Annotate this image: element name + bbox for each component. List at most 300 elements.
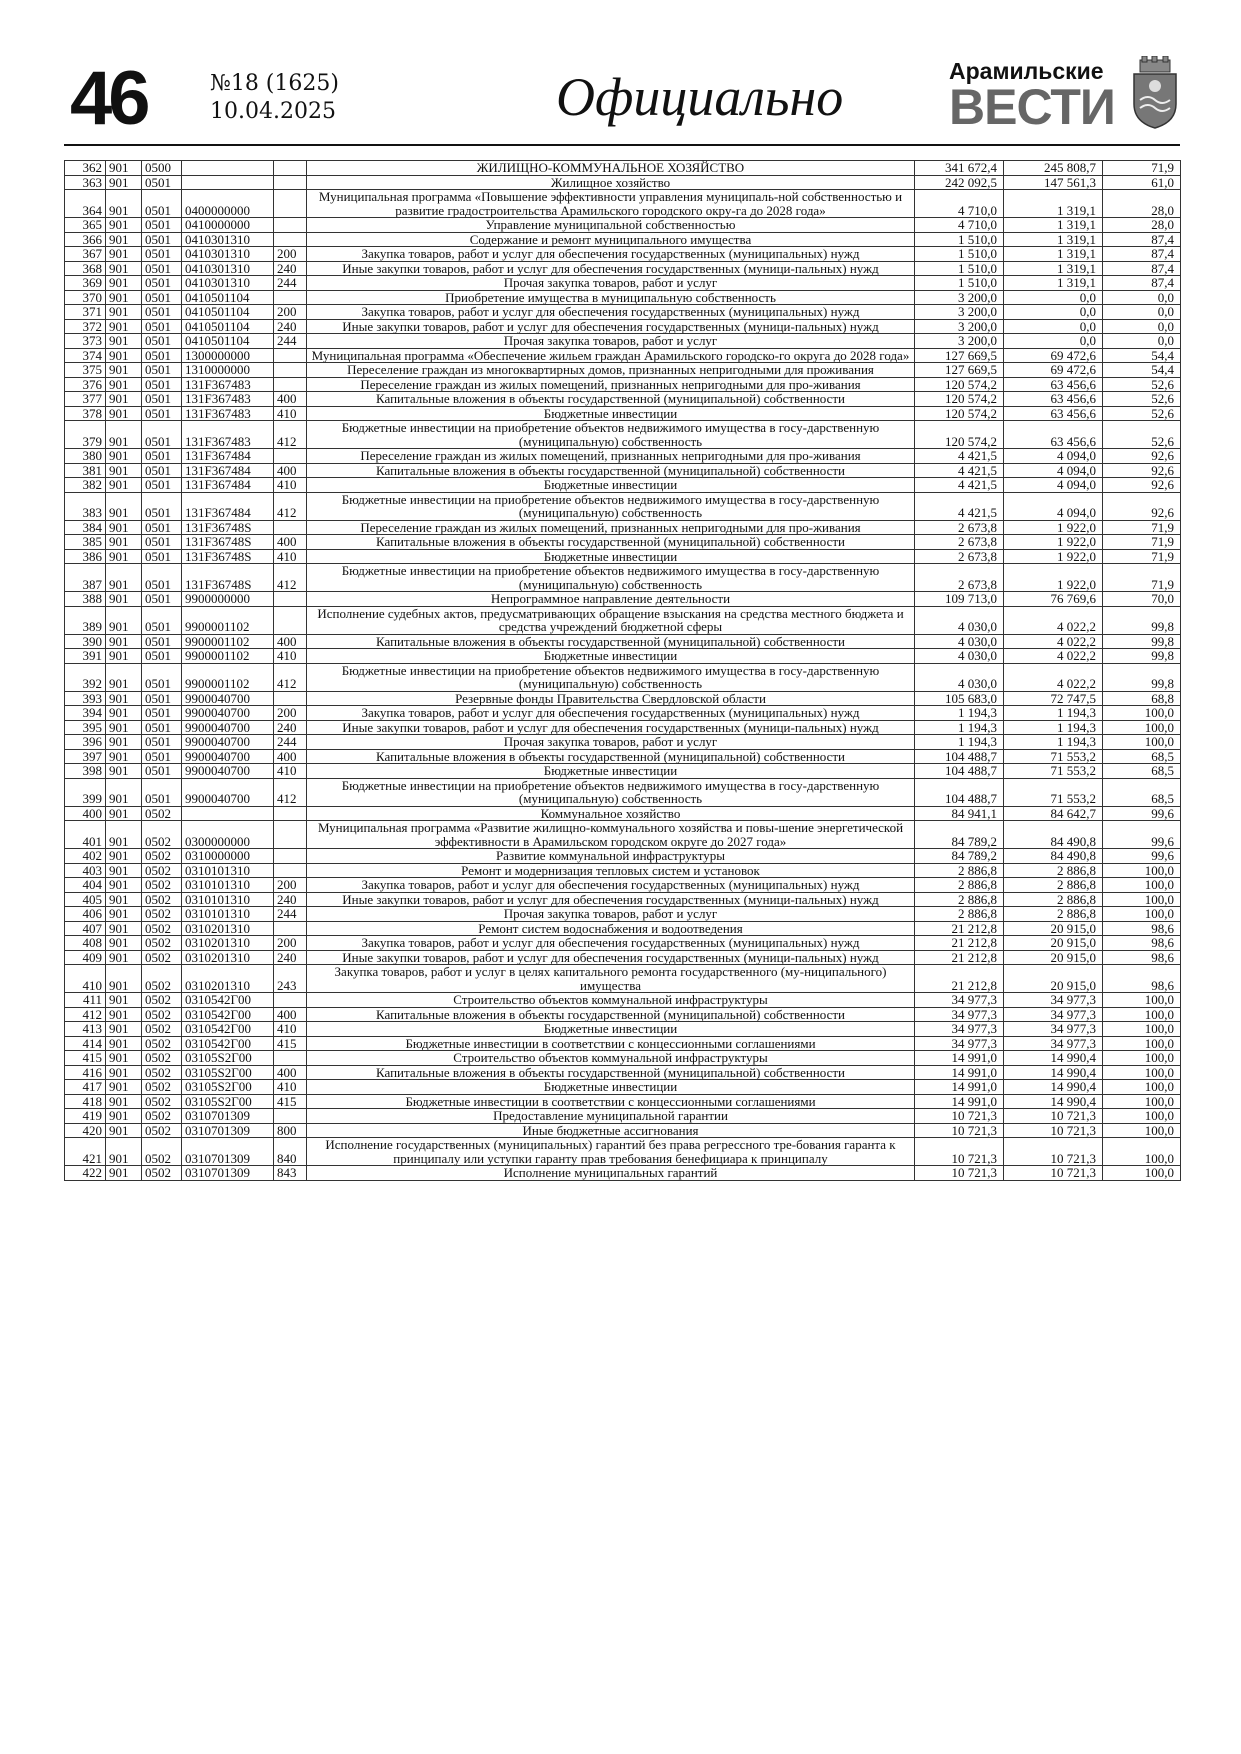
expense-type-cell (274, 348, 307, 363)
department-code-cell: 901 (106, 478, 142, 493)
section-code-cell: 0501 (142, 449, 182, 464)
item-name-cell: Закупка товаров, работ и услуг для обеспечения государственных (муниципальных) нужд (307, 706, 915, 721)
percent-cell: 87,4 (1103, 261, 1181, 276)
section-code-cell: 0502 (142, 1065, 182, 1080)
item-name-cell: Прочая закупка товаров, работ и услуг (307, 276, 915, 291)
table-row (65, 478, 1181, 493)
table-row (65, 190, 1181, 218)
department-code-cell: 901 (106, 1123, 142, 1138)
expense-type-cell: 200 (274, 878, 307, 893)
planned-amount-cell: 4 030,0 (915, 606, 1004, 634)
planned-amount-cell: 34 977,3 (915, 1022, 1004, 1037)
section-code-cell: 0501 (142, 478, 182, 493)
planned-amount-cell: 4 421,5 (915, 463, 1004, 478)
planned-amount-cell: 10 721,3 (915, 1166, 1004, 1181)
executed-amount-cell: 1 319,1 (1004, 232, 1103, 247)
planned-amount-cell: 34 977,3 (915, 993, 1004, 1008)
executed-amount-cell: 4 022,2 (1004, 606, 1103, 634)
expense-type-cell: 412 (274, 564, 307, 592)
executed-amount-cell: 1 922,0 (1004, 535, 1103, 550)
planned-amount-cell: 2 886,8 (915, 907, 1004, 922)
expense-type-cell: 412 (274, 492, 307, 520)
planned-amount-cell: 4 710,0 (915, 218, 1004, 233)
department-code-cell: 901 (106, 691, 142, 706)
section-code-cell: 0501 (142, 232, 182, 247)
executed-amount-cell: 1 194,3 (1004, 720, 1103, 735)
percent-cell: 52,6 (1103, 377, 1181, 392)
section-code-cell: 0502 (142, 993, 182, 1008)
executed-amount-cell: 34 977,3 (1004, 1007, 1103, 1022)
planned-amount-cell: 21 212,8 (915, 965, 1004, 993)
planned-amount-cell: 2 886,8 (915, 863, 1004, 878)
executed-amount-cell: 4 022,2 (1004, 634, 1103, 649)
executed-amount-cell: 84 642,7 (1004, 806, 1103, 821)
table-row (65, 406, 1181, 421)
item-name-cell: Иные закупки товаров, работ и услуг для обеспечения государственных (муници-пальных) нужд (307, 319, 915, 334)
table-row (65, 276, 1181, 291)
table-row (65, 778, 1181, 806)
executed-amount-cell: 1 319,1 (1004, 247, 1103, 262)
executed-amount-cell: 10 721,3 (1004, 1166, 1103, 1181)
table-row (65, 1123, 1181, 1138)
row-number-cell: 419 (65, 1109, 106, 1124)
department-code-cell: 901 (106, 663, 142, 691)
planned-amount-cell: 3 200,0 (915, 334, 1004, 349)
table-row (65, 1094, 1181, 1109)
target-article-cell: 9900040700 (182, 764, 274, 779)
item-name-cell: Закупка товаров, работ и услуг в целях капитального ремонта государственного (му-ниципального) имущества (307, 965, 915, 993)
percent-cell: 100,0 (1103, 1022, 1181, 1037)
section-title: Официально (556, 67, 844, 127)
planned-amount-cell: 1 510,0 (915, 261, 1004, 276)
table-row (65, 907, 1181, 922)
executed-amount-cell: 14 990,4 (1004, 1094, 1103, 1109)
department-code-cell: 901 (106, 449, 142, 464)
row-number-cell: 382 (65, 478, 106, 493)
percent-cell: 54,4 (1103, 348, 1181, 363)
section-code-cell: 0502 (142, 849, 182, 864)
executed-amount-cell: 20 915,0 (1004, 936, 1103, 951)
section-code-cell: 0502 (142, 1007, 182, 1022)
planned-amount-cell: 10 721,3 (915, 1109, 1004, 1124)
department-code-cell: 901 (106, 247, 142, 262)
planned-amount-cell: 4 421,5 (915, 478, 1004, 493)
section-code-cell: 0501 (142, 564, 182, 592)
section-code-cell: 0501 (142, 764, 182, 779)
expense-type-cell: 400 (274, 1007, 307, 1022)
target-article-cell: 131F367484 (182, 449, 274, 464)
item-name-cell: Ремонт систем водоснабжения и водоотведения (307, 921, 915, 936)
percent-cell: 0,0 (1103, 305, 1181, 320)
target-article-cell: 0310000000 (182, 849, 274, 864)
executed-amount-cell: 4 022,2 (1004, 663, 1103, 691)
section-code-cell: 0502 (142, 907, 182, 922)
section-code-cell: 0501 (142, 261, 182, 276)
executed-amount-cell: 84 490,8 (1004, 821, 1103, 849)
budget-table (64, 160, 1181, 1181)
row-number-cell: 414 (65, 1036, 106, 1051)
item-name-cell: Бюджетные инвестиции в соответствии с концессионными соглашениями (307, 1036, 915, 1051)
item-name-cell: Исполнение судебных актов, предусматривающих обращение взыскания на средства местного бюджета и средства учреждений бюджетной сферы (307, 606, 915, 634)
item-name-cell: Бюджетные инвестиции на приобретение объектов недвижимого имущества в госу-дарственную (муниципальную) собственность (307, 564, 915, 592)
section-code-cell: 0501 (142, 463, 182, 478)
item-name-cell: Управление муниципальной собственностью (307, 218, 915, 233)
executed-amount-cell: 84 490,8 (1004, 849, 1103, 864)
item-name-cell: Прочая закупка товаров, работ и услуг (307, 334, 915, 349)
percent-cell: 99,6 (1103, 821, 1181, 849)
executed-amount-cell: 4 094,0 (1004, 478, 1103, 493)
percent-cell: 28,0 (1103, 190, 1181, 218)
executed-amount-cell: 34 977,3 (1004, 1022, 1103, 1037)
department-code-cell: 901 (106, 878, 142, 893)
row-number-cell: 407 (65, 921, 106, 936)
item-name-cell: Капитальные вложения в объекты государственной (муниципальной) собственности (307, 749, 915, 764)
department-code-cell: 901 (106, 706, 142, 721)
row-number-cell: 365 (65, 218, 106, 233)
table-row (65, 1138, 1181, 1166)
expense-type-cell: 410 (274, 1022, 307, 1037)
percent-cell: 99,6 (1103, 806, 1181, 821)
department-code-cell: 901 (106, 1051, 142, 1066)
percent-cell: 68,5 (1103, 749, 1181, 764)
executed-amount-cell: 1 319,1 (1004, 218, 1103, 233)
planned-amount-cell: 105 683,0 (915, 691, 1004, 706)
percent-cell: 71,9 (1103, 161, 1181, 176)
budget-table-body (65, 161, 1181, 1181)
executed-amount-cell: 20 915,0 (1004, 965, 1103, 993)
executed-amount-cell: 63 456,6 (1004, 392, 1103, 407)
planned-amount-cell: 14 991,0 (915, 1080, 1004, 1095)
target-article-cell: 9900040700 (182, 735, 274, 750)
planned-amount-cell: 341 672,4 (915, 161, 1004, 176)
executed-amount-cell: 1 319,1 (1004, 261, 1103, 276)
target-article-cell: 0310201310 (182, 936, 274, 951)
executed-amount-cell: 14 990,4 (1004, 1065, 1103, 1080)
row-number-cell: 402 (65, 849, 106, 864)
executed-amount-cell: 10 721,3 (1004, 1138, 1103, 1166)
percent-cell: 68,8 (1103, 691, 1181, 706)
table-row (65, 463, 1181, 478)
table-row (65, 950, 1181, 965)
expense-type-cell: 400 (274, 749, 307, 764)
planned-amount-cell: 3 200,0 (915, 305, 1004, 320)
department-code-cell: 901 (106, 863, 142, 878)
percent-cell: 87,4 (1103, 232, 1181, 247)
target-article-cell: 03105S2Г00 (182, 1065, 274, 1080)
target-article-cell: 0310701309 (182, 1166, 274, 1181)
percent-cell: 28,0 (1103, 218, 1181, 233)
row-number-cell: 408 (65, 936, 106, 951)
item-name-cell: Развитие коммунальной инфраструктуры (307, 849, 915, 864)
executed-amount-cell: 71 553,2 (1004, 764, 1103, 779)
section-code-cell: 0502 (142, 1051, 182, 1066)
section-code-cell: 0501 (142, 592, 182, 607)
section-code-cell: 0502 (142, 806, 182, 821)
section-code-cell: 0501 (142, 319, 182, 334)
item-name-cell: Бюджетные инвестиции (307, 764, 915, 779)
target-article-cell: 1310000000 (182, 363, 274, 378)
row-number-cell: 398 (65, 764, 106, 779)
section-code-cell: 0501 (142, 190, 182, 218)
table-row (65, 706, 1181, 721)
row-number-cell: 413 (65, 1022, 106, 1037)
target-article-cell (182, 175, 274, 190)
percent-cell: 0,0 (1103, 290, 1181, 305)
department-code-cell: 901 (106, 764, 142, 779)
target-article-cell: 0310201310 (182, 921, 274, 936)
target-article-cell: 0310542Г00 (182, 1007, 274, 1022)
executed-amount-cell: 20 915,0 (1004, 950, 1103, 965)
executed-amount-cell: 14 990,4 (1004, 1051, 1103, 1066)
table-row (65, 821, 1181, 849)
department-code-cell: 901 (106, 276, 142, 291)
section-code-cell: 0501 (142, 348, 182, 363)
item-name-cell: Жилищное хозяйство (307, 175, 915, 190)
table-row (65, 1065, 1181, 1080)
planned-amount-cell: 1 194,3 (915, 706, 1004, 721)
percent-cell: 100,0 (1103, 1094, 1181, 1109)
logo-title-bottom: ВЕСТИ (949, 79, 1115, 135)
row-number-cell: 406 (65, 907, 106, 922)
department-code-cell: 901 (106, 549, 142, 564)
target-article-cell: 131F367483 (182, 392, 274, 407)
item-name-cell: Бюджетные инвестиции (307, 1080, 915, 1095)
department-code-cell: 901 (106, 892, 142, 907)
row-number-cell: 371 (65, 305, 106, 320)
section-code-cell: 0502 (142, 1123, 182, 1138)
target-article-cell: 9900040700 (182, 720, 274, 735)
target-article-cell: 0310201310 (182, 950, 274, 965)
percent-cell: 98,6 (1103, 950, 1181, 965)
expense-type-cell: 243 (274, 965, 307, 993)
executed-amount-cell: 63 456,6 (1004, 377, 1103, 392)
item-name-cell: Закупка товаров, работ и услуг для обеспечения государственных (муниципальных) нужд (307, 247, 915, 262)
executed-amount-cell: 63 456,6 (1004, 421, 1103, 449)
department-code-cell: 901 (106, 463, 142, 478)
item-name-cell: Исполнение муниципальных гарантий (307, 1166, 915, 1181)
executed-amount-cell: 72 747,5 (1004, 691, 1103, 706)
department-code-cell: 901 (106, 190, 142, 218)
item-name-cell: Бюджетные инвестиции (307, 649, 915, 664)
planned-amount-cell: 109 713,0 (915, 592, 1004, 607)
row-number-cell: 369 (65, 276, 106, 291)
planned-amount-cell: 1 194,3 (915, 735, 1004, 750)
expense-type-cell: 843 (274, 1166, 307, 1181)
target-article-cell: 131F36748S (182, 535, 274, 550)
percent-cell: 100,0 (1103, 1036, 1181, 1051)
expense-type-cell: 410 (274, 406, 307, 421)
table-row (65, 936, 1181, 951)
executed-amount-cell: 69 472,6 (1004, 348, 1103, 363)
table-row (65, 1007, 1181, 1022)
section-code-cell: 0502 (142, 1166, 182, 1181)
section-code-cell: 0501 (142, 334, 182, 349)
department-code-cell: 901 (106, 965, 142, 993)
table-row (65, 449, 1181, 464)
planned-amount-cell: 84 941,1 (915, 806, 1004, 821)
expense-type-cell: 415 (274, 1036, 307, 1051)
table-row (65, 348, 1181, 363)
expense-type-cell (274, 849, 307, 864)
item-name-cell: Приобретение имущества в муниципальную собственность (307, 290, 915, 305)
issue-info (210, 70, 339, 126)
target-article-cell: 131F367484 (182, 478, 274, 493)
section-code-cell: 0501 (142, 535, 182, 550)
expense-type-cell: 240 (274, 892, 307, 907)
executed-amount-cell: 1 194,3 (1004, 706, 1103, 721)
percent-cell: 98,6 (1103, 921, 1181, 936)
department-code-cell: 901 (106, 1065, 142, 1080)
table-row (65, 806, 1181, 821)
executed-amount-cell: 1 319,1 (1004, 276, 1103, 291)
row-number-cell: 386 (65, 549, 106, 564)
percent-cell: 100,0 (1103, 993, 1181, 1008)
percent-cell: 99,8 (1103, 663, 1181, 691)
executed-amount-cell: 34 977,3 (1004, 1036, 1103, 1051)
percent-cell: 100,0 (1103, 1051, 1181, 1066)
row-number-cell: 362 (65, 161, 106, 176)
expense-type-cell (274, 863, 307, 878)
planned-amount-cell: 1 194,3 (915, 720, 1004, 735)
row-number-cell: 379 (65, 421, 106, 449)
planned-amount-cell: 4 421,5 (915, 492, 1004, 520)
row-number-cell: 422 (65, 1166, 106, 1181)
target-article-cell: 0310701309 (182, 1109, 274, 1124)
department-code-cell: 901 (106, 921, 142, 936)
table-row (65, 1022, 1181, 1037)
row-number-cell: 412 (65, 1007, 106, 1022)
department-code-cell: 901 (106, 348, 142, 363)
department-code-cell: 901 (106, 778, 142, 806)
section-code-cell: 0501 (142, 377, 182, 392)
page-number: 46 (70, 56, 147, 141)
issue-number: №18 (1625) (210, 71, 339, 96)
planned-amount-cell: 34 977,3 (915, 1036, 1004, 1051)
section-code-cell: 0501 (142, 520, 182, 535)
table-row (65, 247, 1181, 262)
planned-amount-cell: 21 212,8 (915, 950, 1004, 965)
department-code-cell: 901 (106, 649, 142, 664)
target-article-cell: 0410501104 (182, 334, 274, 349)
row-number-cell: 411 (65, 993, 106, 1008)
department-code-cell: 901 (106, 520, 142, 535)
expense-type-cell (274, 921, 307, 936)
section-code-cell: 0502 (142, 1080, 182, 1095)
executed-amount-cell: 2 886,8 (1004, 863, 1103, 878)
row-number-cell: 380 (65, 449, 106, 464)
expense-type-cell (274, 161, 307, 176)
executed-amount-cell: 147 561,3 (1004, 175, 1103, 190)
table-row (65, 892, 1181, 907)
item-name-cell: Бюджетные инвестиции (307, 549, 915, 564)
expense-type-cell: 200 (274, 247, 307, 262)
department-code-cell: 901 (106, 907, 142, 922)
percent-cell: 100,0 (1103, 907, 1181, 922)
item-name-cell: Строительство объектов коммунальной инфраструктуры (307, 1051, 915, 1066)
expense-type-cell: 244 (274, 276, 307, 291)
row-number-cell: 396 (65, 735, 106, 750)
table-row (65, 993, 1181, 1008)
percent-cell: 100,0 (1103, 1166, 1181, 1181)
item-name-cell: Ремонт и модернизация тепловых систем и установок (307, 863, 915, 878)
department-code-cell: 901 (106, 261, 142, 276)
percent-cell: 0,0 (1103, 334, 1181, 349)
table-row (65, 1036, 1181, 1051)
planned-amount-cell: 10 721,3 (915, 1123, 1004, 1138)
executed-amount-cell: 4 094,0 (1004, 449, 1103, 464)
planned-amount-cell: 3 200,0 (915, 319, 1004, 334)
section-code-cell: 0502 (142, 878, 182, 893)
percent-cell: 92,6 (1103, 449, 1181, 464)
item-name-cell: Непрограммное направление деятельности (307, 592, 915, 607)
executed-amount-cell: 1 922,0 (1004, 520, 1103, 535)
item-name-cell: Переселение граждан из многоквартирных домов, признанных непригодными для проживания (307, 363, 915, 378)
target-article-cell: 9900001102 (182, 606, 274, 634)
row-number-cell: 376 (65, 377, 106, 392)
percent-cell: 0,0 (1103, 319, 1181, 334)
planned-amount-cell: 104 488,7 (915, 764, 1004, 779)
percent-cell: 100,0 (1103, 892, 1181, 907)
table-row (65, 261, 1181, 276)
section-code-cell: 0501 (142, 663, 182, 691)
target-article-cell: 03105S2Г00 (182, 1051, 274, 1066)
percent-cell: 87,4 (1103, 247, 1181, 262)
row-number-cell: 416 (65, 1065, 106, 1080)
percent-cell: 54,4 (1103, 363, 1181, 378)
section-code-cell: 0501 (142, 735, 182, 750)
row-number-cell: 389 (65, 606, 106, 634)
planned-amount-cell: 127 669,5 (915, 363, 1004, 378)
table-row (65, 377, 1181, 392)
percent-cell: 100,0 (1103, 1065, 1181, 1080)
planned-amount-cell: 14 991,0 (915, 1051, 1004, 1066)
expense-type-cell: 415 (274, 1094, 307, 1109)
row-number-cell: 421 (65, 1138, 106, 1166)
planned-amount-cell: 14 991,0 (915, 1094, 1004, 1109)
row-number-cell: 374 (65, 348, 106, 363)
expense-type-cell: 400 (274, 535, 307, 550)
expense-type-cell: 400 (274, 463, 307, 478)
target-article-cell: 0410501104 (182, 290, 274, 305)
planned-amount-cell: 1 510,0 (915, 276, 1004, 291)
planned-amount-cell: 120 574,2 (915, 406, 1004, 421)
percent-cell: 100,0 (1103, 878, 1181, 893)
executed-amount-cell: 0,0 (1004, 305, 1103, 320)
expense-type-cell: 410 (274, 478, 307, 493)
expense-type-cell (274, 1051, 307, 1066)
department-code-cell: 901 (106, 492, 142, 520)
table-row (65, 592, 1181, 607)
expense-type-cell: 400 (274, 392, 307, 407)
percent-cell: 92,6 (1103, 478, 1181, 493)
page-header (62, 54, 1180, 144)
executed-amount-cell: 4 094,0 (1004, 492, 1103, 520)
table-row (65, 606, 1181, 634)
section-code-cell: 0501 (142, 247, 182, 262)
table-row (65, 520, 1181, 535)
expense-type-cell (274, 290, 307, 305)
row-number-cell: 393 (65, 691, 106, 706)
planned-amount-cell: 127 669,5 (915, 348, 1004, 363)
expense-type-cell (274, 218, 307, 233)
item-name-cell: Иные закупки товаров, работ и услуг для обеспечения государственных (муници-пальных) нужд (307, 261, 915, 276)
target-article-cell: 131F36748S (182, 549, 274, 564)
executed-amount-cell: 14 990,4 (1004, 1080, 1103, 1095)
percent-cell: 99,6 (1103, 849, 1181, 864)
department-code-cell: 901 (106, 406, 142, 421)
item-name-cell: Бюджетные инвестиции (307, 406, 915, 421)
row-number-cell: 399 (65, 778, 106, 806)
